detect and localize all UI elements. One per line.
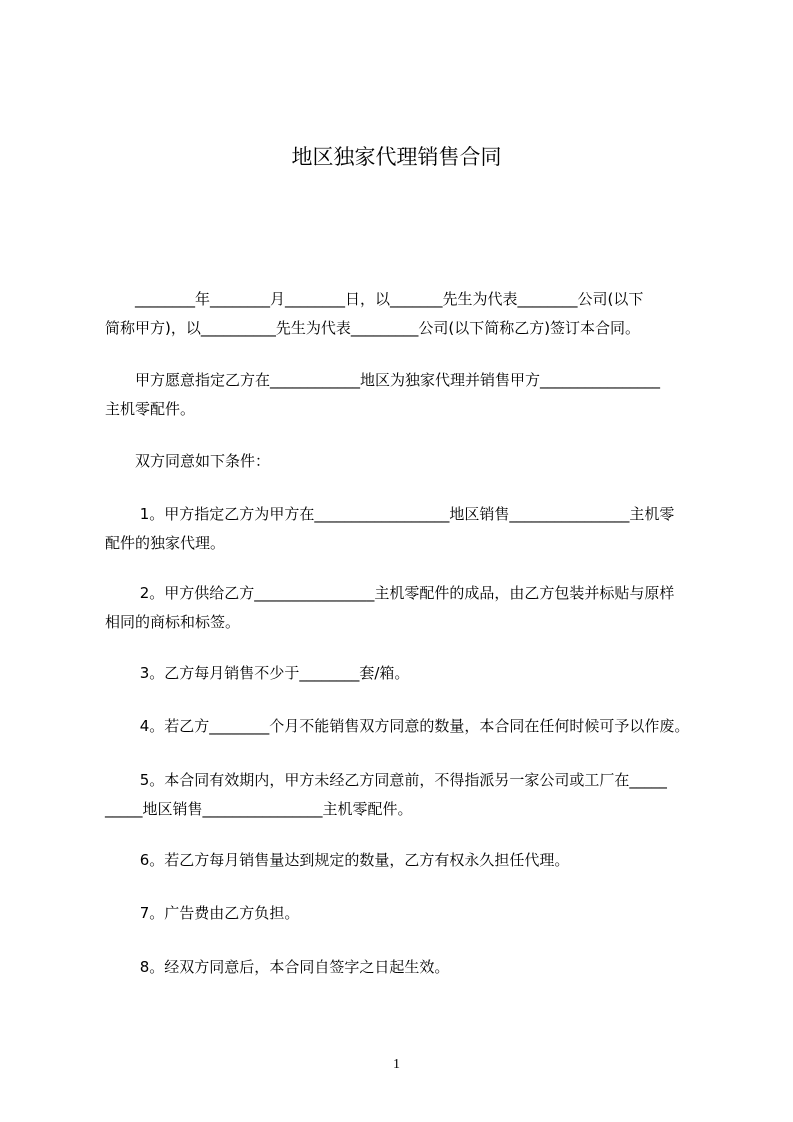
clause-2	[105, 579, 725, 637]
paragraph-line: 简称甲方)，以__________先生为代表_________公司(以下简称乙方)签订本合同。	[105, 319, 641, 337]
paragraph-line: _____地区销售________________主机零配件。	[105, 800, 413, 818]
clause-7	[105, 899, 725, 928]
clause-6	[105, 846, 725, 875]
clause-8	[105, 953, 725, 982]
paragraph-line: 2。甲方供给乙方________________主机零配件的成品，由乙方包装并标贴与原样	[105, 584, 675, 602]
paragraph-line: 3。乙方每月销售不少于________套/箱。	[105, 664, 410, 682]
paragraph-line: 配件的独家代理。	[105, 534, 226, 552]
paragraph-line: 双方同意如下条件：	[105, 452, 271, 470]
paragraph-line: 主机零配件。	[105, 400, 196, 418]
clause-5	[105, 766, 725, 824]
paragraph-appointment	[105, 366, 725, 424]
document-title: 地区独家代理销售合同	[291, 145, 502, 169]
clause-4	[105, 712, 725, 741]
paragraph-line: 1。甲方指定乙方为甲方在__________________地区销售________________主机零	[105, 505, 675, 523]
paragraph-line: 甲方愿意指定乙方在____________地区为独家代理并销售甲方________________	[105, 371, 661, 389]
paragraph-line: 8。经双方同意后，本合同自签字之日起生效。	[105, 958, 450, 976]
paragraph-line: 6。若乙方每月销售量达到规定的数量，乙方有权永久担任代理。	[105, 851, 570, 869]
paragraph-line: ________年________月________日，以_______先生为代表________公司(以下	[105, 290, 644, 308]
paragraph-line: 4。若乙方________个月不能销售双方同意的数量，本合同在任何时候可予以作废。	[105, 717, 690, 735]
page-number: 1	[393, 1057, 400, 1072]
clause-3	[105, 659, 725, 688]
paragraph-line: 7。广告费由乙方负担。	[105, 904, 300, 922]
paragraph-line: 5。本合同有效期内，甲方未经乙方同意前，不得指派另一家公司或工厂在_____	[105, 771, 667, 789]
paragraph-preamble	[105, 285, 725, 343]
paragraph-line: 相同的商标和标签。	[105, 613, 241, 631]
clause-1	[105, 500, 725, 558]
paragraph-conditions-intro	[105, 447, 725, 476]
